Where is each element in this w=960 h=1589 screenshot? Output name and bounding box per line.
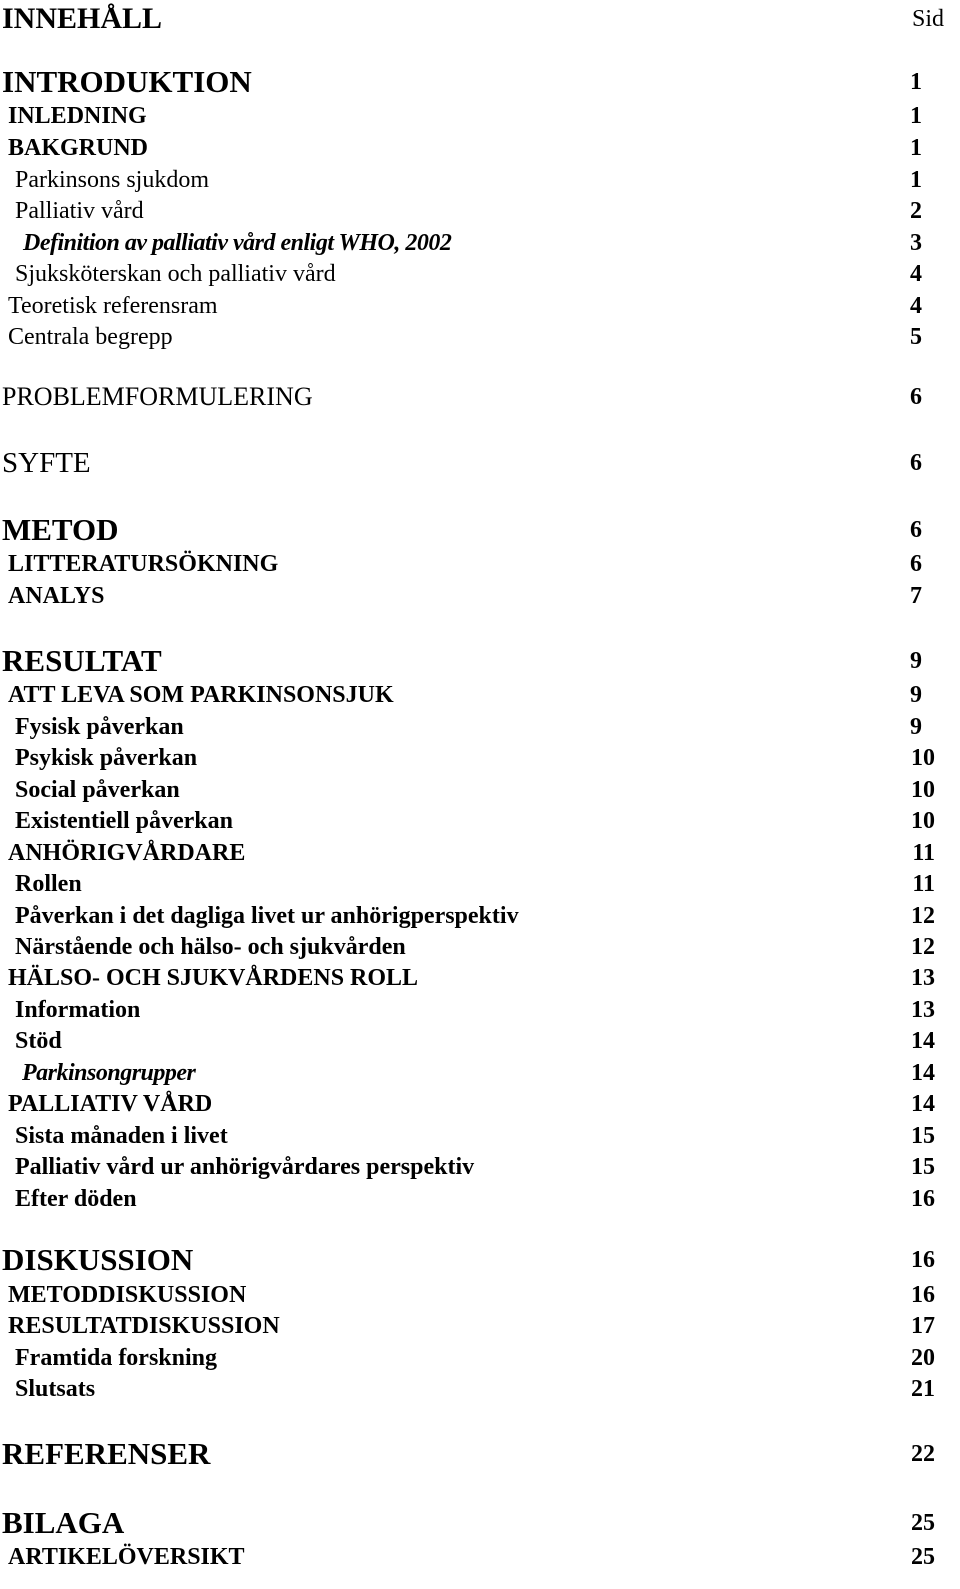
toc-entry [0, 1506, 960, 1540]
toc-entry [0, 1182, 960, 1216]
toc-entry-label: Psykisk påverkan [15, 745, 198, 771]
toc-entry [0, 131, 960, 165]
toc-entry-page: 20 [911, 1345, 935, 1371]
toc-entry-label: Centrala begrepp [8, 324, 173, 350]
toc-entry-page: 11 [912, 871, 935, 897]
toc-entry-page: 16 [911, 1282, 935, 1308]
toc-entry [0, 1540, 960, 1574]
toc-entry-label: HÄLSO- OCH SJUKVÅRDENS ROLL [8, 965, 419, 991]
toc-entry-label: Sista månaden i livet [15, 1123, 228, 1149]
toc-entry-page: 12 [911, 903, 935, 929]
toc-entry-page: 25 [911, 1544, 935, 1570]
toc-entry-page: 1 [910, 167, 922, 193]
toc-entry-label: Social påverkan [15, 777, 180, 803]
toc-entry-page: 10 [911, 745, 935, 771]
toc-entry-label: Palliativ vård [15, 198, 144, 224]
toc-entry-page: 4 [910, 293, 922, 319]
toc-entry-label: Parkinsons sjukdom [15, 167, 210, 193]
toc-entry-label: INLEDNING [8, 103, 147, 129]
toc-entry-page: 14 [911, 1028, 935, 1054]
toc-entry-page: 6 [910, 551, 922, 577]
toc-entry-page: 16 [911, 1247, 935, 1273]
toc-entry-label: BAKGRUND [8, 135, 149, 161]
toc-entry-label: RESULTAT [2, 643, 162, 678]
toc-entry-label: Efter döden [15, 1186, 137, 1212]
toc-entry-label: Närstående och hälso- och sjukvården [15, 934, 406, 960]
toc-entry [0, 710, 960, 744]
toc-entry-page: 10 [911, 777, 935, 803]
toc-entry [0, 289, 960, 323]
toc-entry [0, 446, 960, 480]
toc-entry-label: ATT LEVA SOM PARKINSONSJUK [8, 682, 394, 708]
toc-entry-page: 5 [910, 324, 922, 350]
toc-header [0, 2, 960, 36]
toc-entry [0, 547, 960, 581]
toc-entry [0, 163, 960, 197]
toc-entry-page: 11 [912, 840, 935, 866]
toc-entry-label: Definition av palliativ vård enligt WHO, 2002 [23, 230, 452, 256]
toc-entry [0, 65, 960, 99]
toc-entry-label: Parkinsongrupper [22, 1060, 196, 1086]
toc-entry-page: 13 [911, 997, 935, 1023]
toc-entry [0, 1278, 960, 1312]
toc-entry-label: Existentiell påverkan [15, 808, 234, 834]
toc-entry [0, 836, 960, 870]
toc-entry [0, 1437, 960, 1471]
page-column-label: Sid [911, 6, 944, 32]
toc-entry-label: DISKUSSION [2, 1242, 194, 1277]
toc-entry-page: 9 [910, 714, 922, 740]
toc-entry [0, 930, 960, 964]
toc-entry-label: PALLIATIV VÅRD [8, 1091, 213, 1117]
toc-entry-label: SYFTE [2, 447, 91, 479]
toc-entry-page: 4 [910, 261, 922, 287]
toc-entry [0, 804, 960, 838]
toc-entry-label: Rollen [15, 871, 82, 897]
toc-entry [0, 579, 960, 613]
toc-entry [0, 644, 960, 678]
toc-entry [0, 1243, 960, 1277]
toc-entry-label: Stöd [15, 1028, 62, 1054]
toc-entry [0, 773, 960, 807]
toc-entry [0, 1341, 960, 1375]
toc-entry-page: 14 [911, 1060, 935, 1086]
toc-entry-label: Slutsats [15, 1376, 96, 1402]
toc-title: INNEHÅLL [2, 2, 163, 35]
toc-entry-page: 6 [910, 517, 922, 543]
toc-entry-label: METODDISKUSSION [8, 1282, 247, 1308]
toc-entry [0, 99, 960, 133]
toc-entry-page: 1 [910, 135, 922, 161]
toc-entry-label: Information [15, 997, 141, 1023]
toc-entry-label: Framtida forskning [15, 1345, 218, 1371]
toc-entry-page: 13 [911, 965, 935, 991]
toc-entry-label: Fysisk påverkan [15, 714, 184, 740]
toc-entry [0, 194, 960, 228]
toc-entry-page: 2 [910, 198, 922, 224]
toc-entry-page: 15 [911, 1154, 935, 1180]
toc-entry-label: Teoretisk referensram [8, 293, 218, 319]
toc-entry [0, 257, 960, 291]
toc-entry [0, 1087, 960, 1121]
toc-entry-page: 16 [911, 1186, 935, 1212]
toc-entry-page: 15 [911, 1123, 935, 1149]
toc-entry-page: 6 [910, 384, 922, 410]
toc-entry [0, 1119, 960, 1153]
toc-entry [0, 678, 960, 712]
toc-entry-page: 9 [910, 648, 922, 674]
toc-entry-page: 25 [911, 1510, 935, 1536]
toc-entry-page: 1 [910, 103, 922, 129]
toc-entry-page: 7 [910, 583, 922, 609]
toc-entry [0, 1309, 960, 1343]
toc-entry-page: 22 [911, 1441, 935, 1467]
toc-entry [0, 1150, 960, 1184]
toc-entry [0, 867, 960, 901]
toc-entry-page: 10 [911, 808, 935, 834]
toc-entry-page: 9 [910, 682, 922, 708]
toc-entry-page: 1 [910, 69, 922, 95]
toc-entry [0, 380, 960, 414]
toc-entry-page: 12 [911, 934, 935, 960]
toc-entry-label: LITTERATURSÖKNING [8, 551, 279, 577]
toc-entry-page: 21 [911, 1376, 935, 1402]
toc-entry-page: 6 [910, 450, 922, 476]
toc-entry-label: ARTIKELÖVERSIKT [8, 1544, 245, 1570]
toc-entry-label: RESULTATDISKUSSION [8, 1313, 280, 1339]
toc-entry [0, 1056, 960, 1090]
toc-entry [0, 226, 960, 260]
toc-entry [0, 320, 960, 354]
toc-entry-page: 14 [911, 1091, 935, 1117]
toc-entry-page: 17 [911, 1313, 935, 1339]
toc-entry-label: Sjuksköterskan och palliativ vård [15, 261, 336, 287]
toc-entry [0, 741, 960, 775]
toc-entry-label: ANALYS [8, 583, 105, 609]
toc-entry [0, 513, 960, 547]
toc-entry-label: REFERENSER [2, 1436, 211, 1471]
toc-entry-label: INTRODUKTION [2, 64, 252, 99]
toc-entry-label: Palliativ vård ur anhörigvårdares perspektiv [15, 1154, 475, 1180]
toc-entry [0, 1024, 960, 1058]
toc-entry [0, 1372, 960, 1406]
toc-entry-label: Påverkan i det dagliga livet ur anhörigperspektiv [15, 903, 519, 929]
toc-entry [0, 899, 960, 933]
toc-entry-label: BILAGA [2, 1505, 125, 1540]
toc-entry-page: 3 [910, 230, 922, 256]
toc-entry-label: METOD [2, 512, 119, 547]
toc-entry-label: ANHÖRIGVÅRDARE [8, 840, 246, 866]
toc-entry [0, 993, 960, 1027]
toc-entry-label: PROBLEMFORMULERING [2, 382, 313, 411]
toc-entry [0, 961, 960, 995]
